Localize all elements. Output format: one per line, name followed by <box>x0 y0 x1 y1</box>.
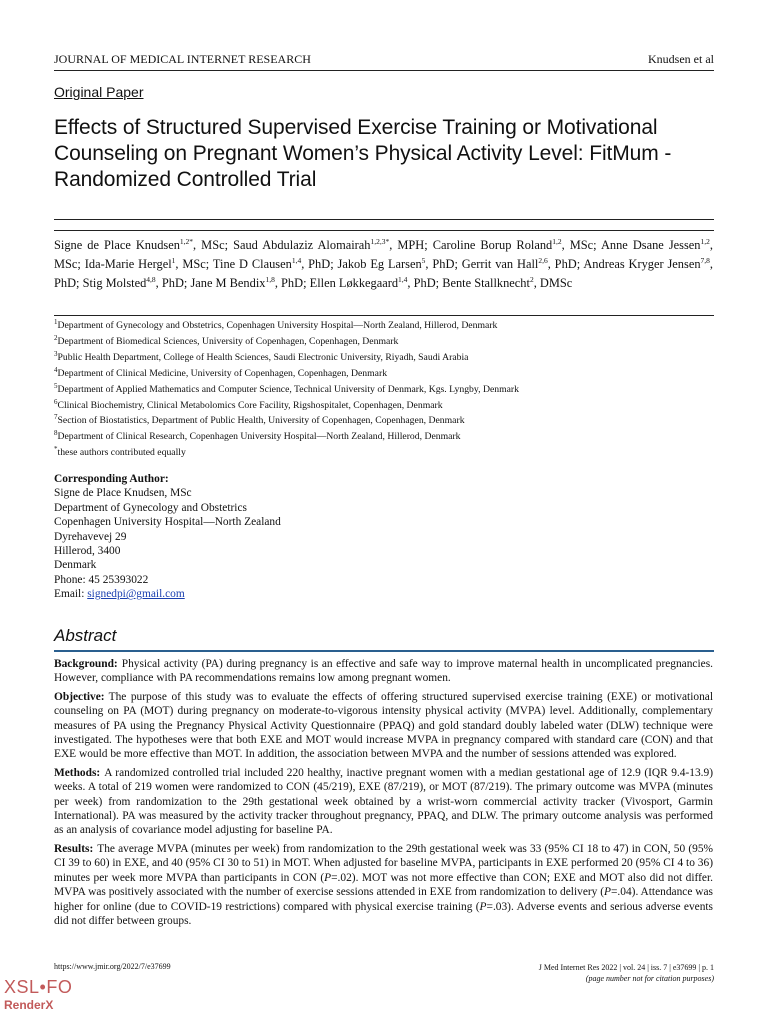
author-affiliation-ref: 1,4 <box>291 256 302 265</box>
affiliation-list <box>54 318 713 461</box>
author <box>190 276 303 290</box>
author-name: Andreas Kryger Jensen <box>583 257 701 271</box>
abstract-text: =.02). MOT was not more effective than CON; EXE and MOT also did not differ. MVPA was positively associated with the number of exercise sessions attended in EXE from randomization to delivery ( <box>54 871 713 899</box>
author-affiliation-ref: 1,2,3* <box>370 237 390 246</box>
author-name: Tine D Clausen <box>212 257 292 271</box>
corresponding-label: Corresponding Author: <box>54 473 169 485</box>
affiliation-item <box>54 445 713 461</box>
abstract-text: The average MVPA (minutes per week) from randomization to the 29th gestational week was 33 (95% CI 18 to 47) in CON, 50 (95% CI 39 to 60) in EXE, and 40 (95% CI 30 to 51) in MOT. When adjusted for baseline MVPA, participants in EXE performed 20 (95% CI 4 to 36) minutes per week more MVPA than participants in CON ( <box>54 842 713 884</box>
affiliation-text: Section of Biostatistics, Department of Public Health, University of Copenhagen, Copenhagen, Denmark <box>57 415 465 427</box>
author-affiliation-ref: 5 <box>421 256 426 265</box>
corresponding-line: Hillerod, 3400 <box>54 545 121 558</box>
author-degree: , PhD <box>407 276 436 290</box>
author-degree: , PhD <box>155 276 184 290</box>
affiliation-item <box>54 413 713 429</box>
abstract-text: P <box>604 886 611 899</box>
author-degree: , PhD <box>301 257 331 271</box>
author-affiliation-ref: 1,2 <box>552 237 562 246</box>
author <box>213 257 330 271</box>
author-list: Signe de Place Knudsen$^{1,2*}$, MSc; Saud Abdulaziz Alomairah$^{1,2,3*}$, MPH; Caroline Borup Roland$^{1,2}$, MSc; Anne Dsane Jessen$^{1,2}$, MSc; Ida-Marie Hergel$^1$, MSc; Tine D Clausen$^{1,4}$, PhD; Jakob Eg Larsen$^5$, PhD; Gerrit van Hall$^{2,6}$, PhD; Andreas Kryger Jensen$^{7,8}$, PhD; Stig Molsted$^{4,8}$, PhD; Jane M Bendix$^{1,8}$, PhD; Ellen Løkkegaard$^{1,4}$, PhD; Bente Stallknecht$^2$, DMSc <box>54 237 714 290</box>
author-affiliation-ref: 1 <box>171 256 176 265</box>
author-name: Stig Molsted <box>82 276 147 290</box>
author-name: Bente Stallknecht <box>442 276 530 290</box>
abstract-section-label: Methods: <box>54 766 101 779</box>
corresponding-line: Signe de Place Knudsen, MSc <box>54 487 192 500</box>
affiliation-number: 2 <box>54 333 58 342</box>
abstract-text: =.03). Adverse events and serious adverse events did not differ between groups. <box>54 900 713 927</box>
author-affiliation-ref: 4,8 <box>146 275 156 284</box>
author-degree: , PhD <box>274 276 304 290</box>
journal-name: JOURNAL OF MEDICAL INTERNET RESEARCH <box>54 52 311 66</box>
author-name: Saud Abdulaziz Alomairah <box>233 238 371 252</box>
abstract-section <box>54 842 713 928</box>
affiliation-text: Department of Clinical Research, Copenhagen University Hospital—North Zealand, Hillerod, Denmark <box>57 431 461 443</box>
abstract-text: P <box>324 871 332 884</box>
author-affiliation-ref: 2 <box>529 275 534 284</box>
author-affiliation-ref: 7,8 <box>700 256 710 265</box>
author-name: Gerrit van Hall <box>461 257 539 271</box>
affiliation-item <box>54 350 713 366</box>
watermark-top: XSL•FO <box>4 977 73 997</box>
abstract-section <box>54 766 713 838</box>
author-affiliation-ref: 1,8 <box>265 275 275 284</box>
author-degree: , MSc <box>561 238 594 252</box>
abstract-section-label: Results: <box>54 842 94 855</box>
affiliation-text: Clinical Biochemistry, Clinical Metabolomics Core Facility, Rigshospitalet, Copenhagen, Denmark <box>57 399 443 411</box>
author-degree: , MPH <box>389 238 425 252</box>
article-title: Effects of Structured Supervised Exercise Training or Motivational Counseling on Pregnant Women’s Physical Activity Level: FitMum - Randomized Controlled Trial <box>54 116 672 191</box>
abstract-body <box>54 657 713 932</box>
affiliation-text: Public Health Department, College of Health Sciences, Saudi Electronic University, Riyadh, Saudi Arabia <box>57 351 469 363</box>
author-degree: , MSc <box>193 238 225 252</box>
author <box>310 276 436 290</box>
title-rule-top <box>54 219 714 220</box>
abstract-text: Physical activity (PA) during pregnancy is an effective and safe way to improve maternal health in uncomplicated pregnancies. However, compliance with PA recommendations remains low among pregnant women. <box>54 658 713 685</box>
affiliation-item <box>54 398 713 414</box>
author-name: Caroline Borup Roland <box>432 238 553 252</box>
watermark-bottom: RenderX <box>4 998 54 1012</box>
abstract-section <box>54 690 713 762</box>
corresponding-line: Copenhagen University Hospital—North Zealand <box>54 516 281 529</box>
running-author: Knudsen et al <box>648 52 714 66</box>
affiliation-item <box>54 429 713 445</box>
author-degree: , DMSc <box>533 276 573 290</box>
author <box>54 238 225 252</box>
citation-line: J Med Internet Res 2022 | vol. 24 | iss. 7 | e37699 | p. 1 <box>538 963 714 972</box>
author-name: Jakob Eg Larsen <box>337 257 422 271</box>
abstract-rule <box>54 650 714 652</box>
paper-type: Original Paper <box>54 84 144 100</box>
header-rule <box>54 70 714 71</box>
affiliation-text: Department of Biomedical Sciences, University of Copenhagen, Copenhagen, Denmark <box>57 335 399 347</box>
author <box>442 276 572 290</box>
abstract-heading: Abstract <box>54 626 117 645</box>
renderx-watermark <box>4 978 72 1014</box>
affiliation-number: 3 <box>54 349 58 358</box>
corresponding-line: Dyrehavevej 29 <box>54 530 127 543</box>
affiliation-number: 7 <box>54 413 58 422</box>
author <box>338 257 455 271</box>
abstract-section-label: Objective: <box>54 690 105 703</box>
abstract-text: =.04). Attendance was higher for online (due to COVID-19 restrictions) compared with physical exercise training ( <box>54 886 713 913</box>
author-name: Ida-Marie Hergel <box>84 257 172 271</box>
author-degree: , MSc <box>54 238 713 271</box>
affiliation-text: Department of Gynecology and Obstetrics, Copenhagen University Hospital—North Zealand, Hillerod, Denmark <box>57 320 498 331</box>
title-rule-bottom <box>54 230 714 231</box>
author <box>85 257 206 271</box>
author-name: Jane M Bendix <box>190 276 266 290</box>
corresponding-author <box>54 472 281 602</box>
affiliation-number: * <box>54 445 58 454</box>
author-degree: , PhD <box>547 257 577 271</box>
abstract-text: A randomized controlled trial included 220 healthy, inactive pregnant women with a median gestational age of 12.9 (IQR 9.4-13.9) weeks. A total of 219 women were randomized to CON (45/219), EXE (87/219), or MOT (87/219). The primary outcome was MVPA (minutes per week) from randomization to the 29th gestational week obtained by a wrist-worn commercial activity tracker (Vivosport, Garmin International). PA was measured by the activity tracker throughout pregnancy, PPAQ, and DLW. The primary outcome analysis was performed as an analysis of covariance model adjusting for baseline PA. <box>54 766 713 837</box>
affiliation-item <box>54 366 713 382</box>
author-degree: , PhD <box>54 257 714 290</box>
email-link[interactable]: signedpi@gmail.com <box>87 588 185 601</box>
article-url[interactable]: https://www.jmir.org/2022/7/e37699 <box>54 962 171 971</box>
affiliation-item <box>54 382 713 398</box>
corresponding-line: Department of Gynecology and Obstetrics <box>54 501 247 514</box>
author-degree: , PhD <box>425 257 455 271</box>
affiliation-item <box>54 334 713 350</box>
affiliation-item <box>54 318 713 334</box>
author <box>433 238 593 252</box>
citation-block <box>539 962 714 984</box>
authors-rule <box>54 315 714 316</box>
author-affiliation-ref: 1,2* <box>179 237 194 246</box>
abstract-text: P <box>479 900 487 913</box>
corresponding-line: Phone: 45 25393022 <box>54 573 149 586</box>
running-head <box>54 52 714 68</box>
abstract-text: The purpose of this study was to evaluate the effects of offering structured supervised exercise training (EXE) or motivational counseling on PA (MOT) during pregnancy on moderate-to-vigorous intensity physical activity (MVPA) level. Additionally, complementary measures of PA using the Pregnancy Physical Activity Questionnaire (PPAQ) and gold standard doubly labeled water (DLW) technique were investigated. The hypotheses were that both EXE and MOT would increase MVPA in pregnancy compared with standard care (CON) and that EXE would be more effective than MOT. In addition, the association between MVPA and the number of sessions attended was explored. <box>54 690 713 761</box>
affiliation-number: 5 <box>54 381 58 390</box>
affiliation-number: 4 <box>54 365 58 374</box>
author-name: Ellen Løkkegaard <box>309 276 399 290</box>
author-affiliation-ref: 2,6 <box>538 256 548 265</box>
email-line <box>54 587 281 601</box>
affiliation-number: 8 <box>54 429 58 438</box>
abstract-section-label: Background: <box>54 658 118 670</box>
author-degree: , MSc <box>175 257 206 271</box>
email-label: Email: <box>54 588 88 601</box>
citation-note: (page number not for citation purposes) <box>585 974 714 983</box>
author-name: Signe de Place Knudsen <box>54 238 180 252</box>
abstract-section <box>54 657 713 686</box>
author-name: Anne Dsane Jessen <box>600 238 701 252</box>
affiliation-text: these authors contributed equally <box>57 447 186 459</box>
corresponding-line: Denmark <box>54 559 97 572</box>
affiliation-text: Department of Clinical Medicine, University of Copenhagen, Copenhagen, Denmark <box>57 367 388 379</box>
author-affiliation-ref: 1,4 <box>398 275 408 284</box>
author-affiliation-ref: 1,2 <box>700 237 710 246</box>
author <box>83 276 184 290</box>
affiliation-number: 6 <box>54 397 58 406</box>
affiliation-number: 1 <box>54 318 58 326</box>
author <box>233 238 424 252</box>
author <box>462 257 577 271</box>
affiliation-text: Department of Applied Mathematics and Computer Science, Technical University of Denmark, Kgs. Lyngby, Denmark <box>57 383 520 395</box>
